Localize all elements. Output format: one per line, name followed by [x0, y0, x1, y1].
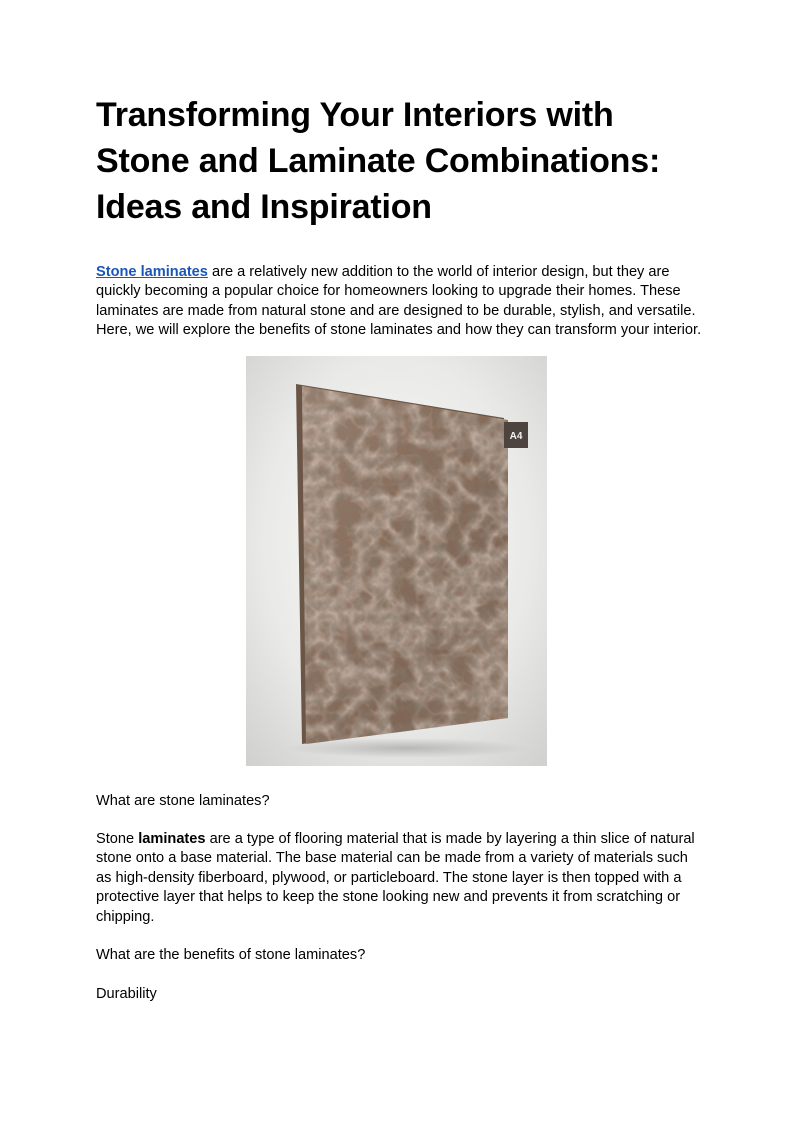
article-title: Transforming Your Interiors with Stone and Laminate Combinations: Ideas and Inspiration	[96, 96, 661, 226]
stone-panel-illustration	[246, 356, 547, 766]
definition-bold-term: laminates	[138, 831, 206, 847]
stone-laminates-link[interactable]: Stone laminates	[96, 264, 208, 280]
document-page	[96, 92, 706, 1002]
subheading-durability: Durability	[96, 986, 157, 1002]
definition-prefix: Stone	[96, 831, 139, 847]
question-benefits: What are the benefits of stone laminates?	[96, 947, 366, 963]
definition-paragraph	[96, 830, 706, 927]
panel-badge: A4	[509, 431, 523, 442]
question-what-are-stone-laminates: What are stone laminates?	[96, 793, 270, 809]
definition-text: are a type of flooring material that is made by layering a thin slice of natural stone onto a base material. The base material can be made from a variety of materials such as high-density fiberboard, plywood, or particleboard. The stone layer is then topped with a protective layer that helps to keep the stone looking new and prevents it from scratching or chipping.	[96, 831, 695, 925]
intro-text: are a relatively new addition to the world of interior design, but they are quickly becoming a popular choice for homeowners looking to upgrade their homes. These laminates are made from natural stone and are designed to be durable, stylish, and versatile. Here, we will explore the benefits of stone laminates and how they can transform your interior.	[96, 264, 702, 339]
stone-laminate-image	[246, 356, 547, 766]
intro-paragraph	[96, 263, 706, 341]
